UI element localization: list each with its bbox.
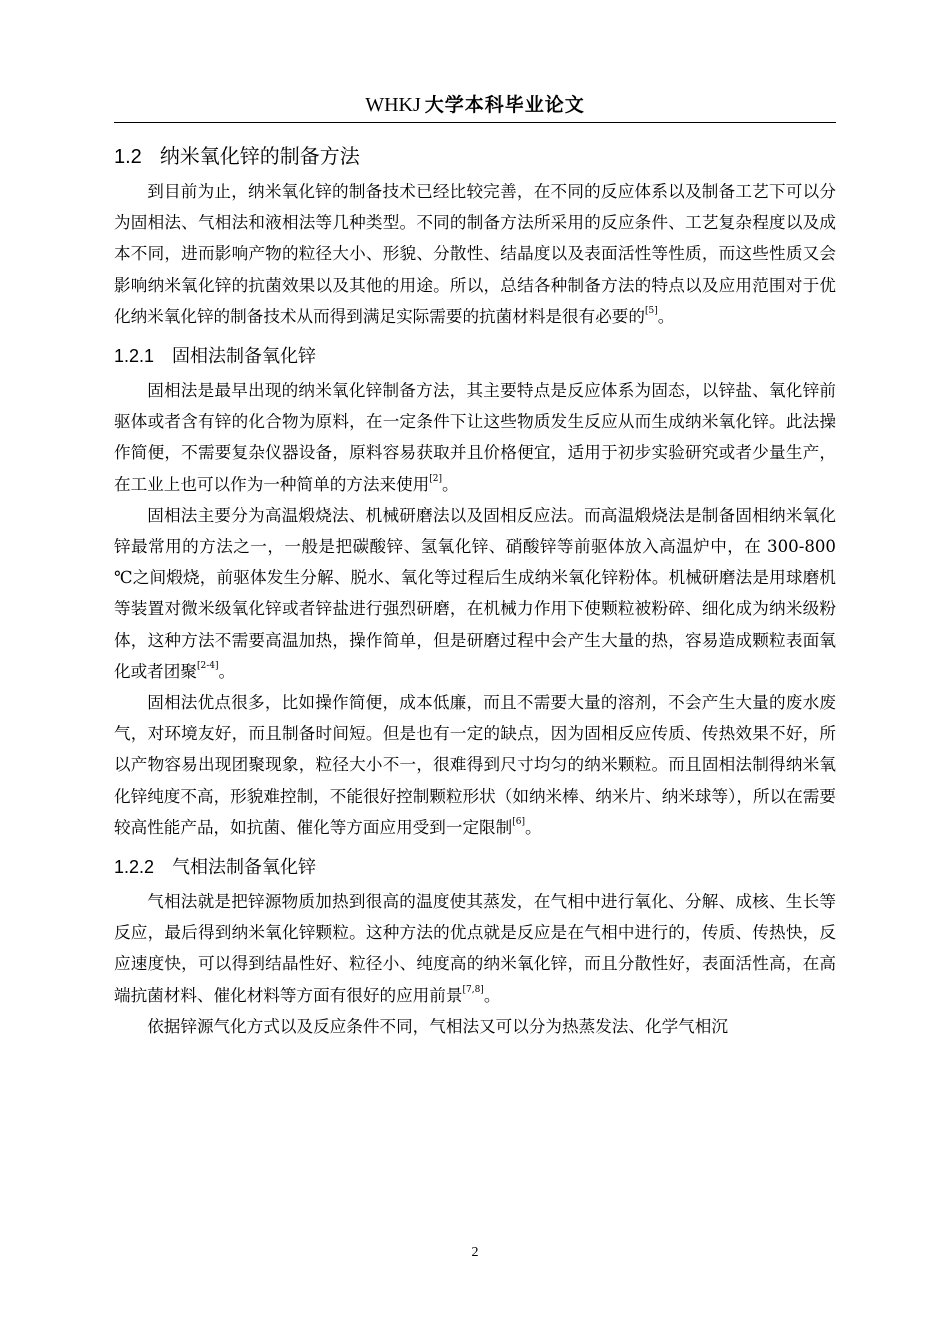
paragraph — [114, 687, 836, 843]
section-heading — [114, 139, 836, 174]
citation: [2-4] — [196, 661, 219, 672]
paragraph-end: 。 — [657, 306, 675, 326]
paragraph-end: 。 — [218, 661, 236, 681]
paragraph-text: 到目前为止，纳米氧化锌的制备技术已经比较完善，在不同的反应体系以及制备工艺下可以分为固相法、气相法和液相法等几种类型。不同的制备方法所采用的反应条件、工艺复杂程度以及成本不同，进而影响产物的粒径大小、形貌、分散性、结晶度以及表面活性等性质，而这些性质又会影响纳米氧化锌的抗菌效果以及其他的用途。所以，总结各种制备方法的特点以及应用范围对于优化纳米氧化锌的制备技术从而得到满足实际需要的抗菌材料是很有必要的 — [114, 182, 836, 326]
paragraph — [114, 500, 836, 687]
paragraph-text: 固相法优点很多，比如操作简便，成本低廉，而且不需要大量的溶剂，不会产生大量的废水废气，对环境友好，而且制备时间短。但是也有一定的缺点，因为固相反应传质、传热效果不好，所以产物容易出现团聚现象，粒径大小不一，很难得到尺寸均匀的纳米颗粒。而且固相法制得纳米氧化锌纯度不高，形貌难控制，不能很好控制颗粒形状（如纳米棒、纳米片、纳米球等），所以在需要较高性能产品，如抗菌、催化等方面应用受到一定限制 — [114, 693, 836, 837]
citation: [2] — [429, 474, 443, 485]
paragraph-end: 。 — [483, 985, 501, 1005]
page-content — [114, 139, 836, 1042]
page-header — [114, 92, 836, 118]
paragraph-end: 。 — [525, 817, 542, 837]
subsection-title: 固相法制备氧化锌 — [172, 346, 317, 368]
paragraph — [114, 1011, 836, 1042]
subsection-number: 1.2.1 — [114, 346, 155, 367]
subsection-number: 1.2.2 — [114, 857, 155, 878]
section-number: 1.2 — [114, 146, 142, 168]
citation: [5] — [645, 306, 658, 317]
paragraph-text: 气相法就是把锌源物质加热到很高的温度使其蒸发，在气相中进行氧化、分解、成核、生长等反应，最后得到纳米氧化锌颗粒。这种方法的优点就是反应是在气相中进行的，传质、传热快，反应速度快，可以得到结晶性好、粒径小、纯度高的纳米氧化锌，而且分散性好，表面活性高，在高端抗菌材料、催化材料等方面有很好的应用前景 — [114, 892, 836, 1005]
header-brand: WHKJ — [365, 94, 421, 116]
header-title: 大学本科毕业论文 — [424, 94, 585, 116]
paragraph — [114, 886, 836, 1011]
subsection-heading — [114, 340, 836, 373]
citation: [6] — [512, 817, 525, 828]
paragraph-text: 依据锌源气化方式以及反应条件不同，气相法又可以分为热蒸发法、化学气相沉 — [147, 1016, 728, 1036]
subsection-title: 气相法制备氧化锌 — [172, 857, 317, 879]
page-number: 2 — [471, 1245, 479, 1260]
paragraph-end: 。 — [442, 474, 459, 494]
subsection-heading — [114, 851, 836, 884]
header-rule — [114, 122, 836, 123]
paragraph-text: 固相法是最早出现的纳米氧化锌制备方法，其主要特点是反应体系为固态，以锌盐、氧化锌前驱体或者含有锌的化合物为原料，在一定条件下让这些物质发生反应从而生成纳米氧化锌。此法操作简便，不需要复杂仪器设备，原料容易获取并且价格便宜，适用于初步实验研究或者少量生产，在工业上也可以作为一种简单的方法来使用 — [114, 381, 836, 494]
paragraph — [114, 176, 836, 332]
section-title: 纳米氧化锌的制备方法 — [159, 144, 360, 168]
paragraph — [114, 375, 836, 500]
citation: [7,8] — [462, 985, 484, 996]
paragraph-text: 固相法主要分为高温煅烧法、机械研磨法以及固相反应法。而高温煅烧法是制备固相纳米氧化锌最常用的方法之一，一般是把碳酸锌、氢氧化锌、硝酸锌等前驱体放入高温炉中，在 300-800 ℃之间煅烧，前驱体发生分解、脱水、氧化等过程后生成纳米氧化锌粉体。机械研磨法是用球磨机等装置对微米级氧化锌或者锌盐进行强烈研磨，在机械力作用下使颗粒被粉碎、细化成为纳米级粉体，这种方法不需要高温加热，操作简单，但是研磨过程中会产生大量的热，容易造成颗粒表面氧化或者团聚 — [114, 505, 836, 681]
